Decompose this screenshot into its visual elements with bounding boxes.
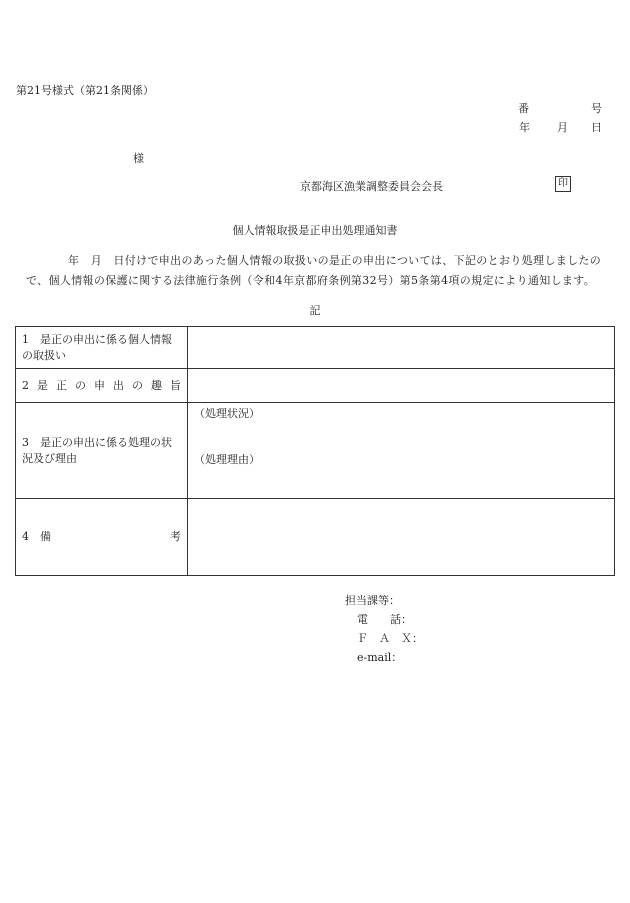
row2-char: 申 xyxy=(94,378,105,392)
sender-name: 京都海区漁業調整委員会会長 xyxy=(300,180,443,193)
row2-char: 出 xyxy=(113,378,124,392)
body-paragraph xyxy=(26,251,616,291)
processing-reason-label: （処理理由） xyxy=(194,453,260,466)
row4-label-right: 考 xyxy=(170,530,181,543)
table-row xyxy=(16,369,615,403)
row3-value xyxy=(188,403,615,499)
row2-value xyxy=(188,369,615,403)
date-day: 日 xyxy=(591,121,602,134)
seal-mark: 印 xyxy=(555,176,571,192)
contact-tel: 電 話： xyxy=(357,613,412,626)
table-row xyxy=(16,499,615,576)
number-prefix: 番 xyxy=(518,102,529,115)
document-title: 個人情報取扱是正申出処理通知書 xyxy=(232,224,398,237)
date-year: 年 xyxy=(519,121,530,134)
row4-value xyxy=(188,499,615,576)
row4-label-left: 4 備 xyxy=(22,530,51,543)
notice-table xyxy=(15,326,615,576)
addressee-suffix: 様 xyxy=(133,152,144,165)
number-suffix: 号 xyxy=(591,102,602,115)
row2-char: の xyxy=(132,378,143,392)
row1-label: 1 是正の申出に係る個人情報の取扱い xyxy=(16,327,188,369)
form-number-label: 第21号様式（第21条関係） xyxy=(16,84,154,97)
row4-label xyxy=(16,499,188,576)
row2-char: 是 xyxy=(37,378,48,392)
table-row xyxy=(16,327,615,369)
row2-char: 趣 xyxy=(151,378,162,392)
contact-fax: Ｆ Ａ Ｘ： xyxy=(357,632,423,645)
table-row xyxy=(16,403,615,499)
contact-dept: 担当課等： xyxy=(345,594,400,607)
row1-value xyxy=(188,327,615,369)
contact-email: e-mail： xyxy=(357,651,403,664)
document-number-line xyxy=(518,100,602,116)
row2-char: 2 xyxy=(22,378,29,392)
date-line xyxy=(519,119,602,135)
contact-block xyxy=(345,591,423,667)
processing-status-label: （処理状況） xyxy=(194,407,260,420)
row2-char: 正 xyxy=(56,378,67,392)
row2-char: 旨 xyxy=(170,378,181,392)
date-month: 月 xyxy=(557,121,568,134)
row2-char: の xyxy=(75,378,86,392)
body-text: 年 月 日付けで申出のあった個人情報の取扱いの是正の申出については、下記のとおり処理しましたので、個人情報の保護に関する法律施行条例（令和4年京都府条例第32号）第5条第4項の規定により通知します。 xyxy=(26,254,602,287)
ki-heading: 記 xyxy=(309,304,321,317)
row2-label xyxy=(16,369,188,403)
row3-label: 3 是正の申出に係る処理の状況及び理由 xyxy=(16,403,188,499)
